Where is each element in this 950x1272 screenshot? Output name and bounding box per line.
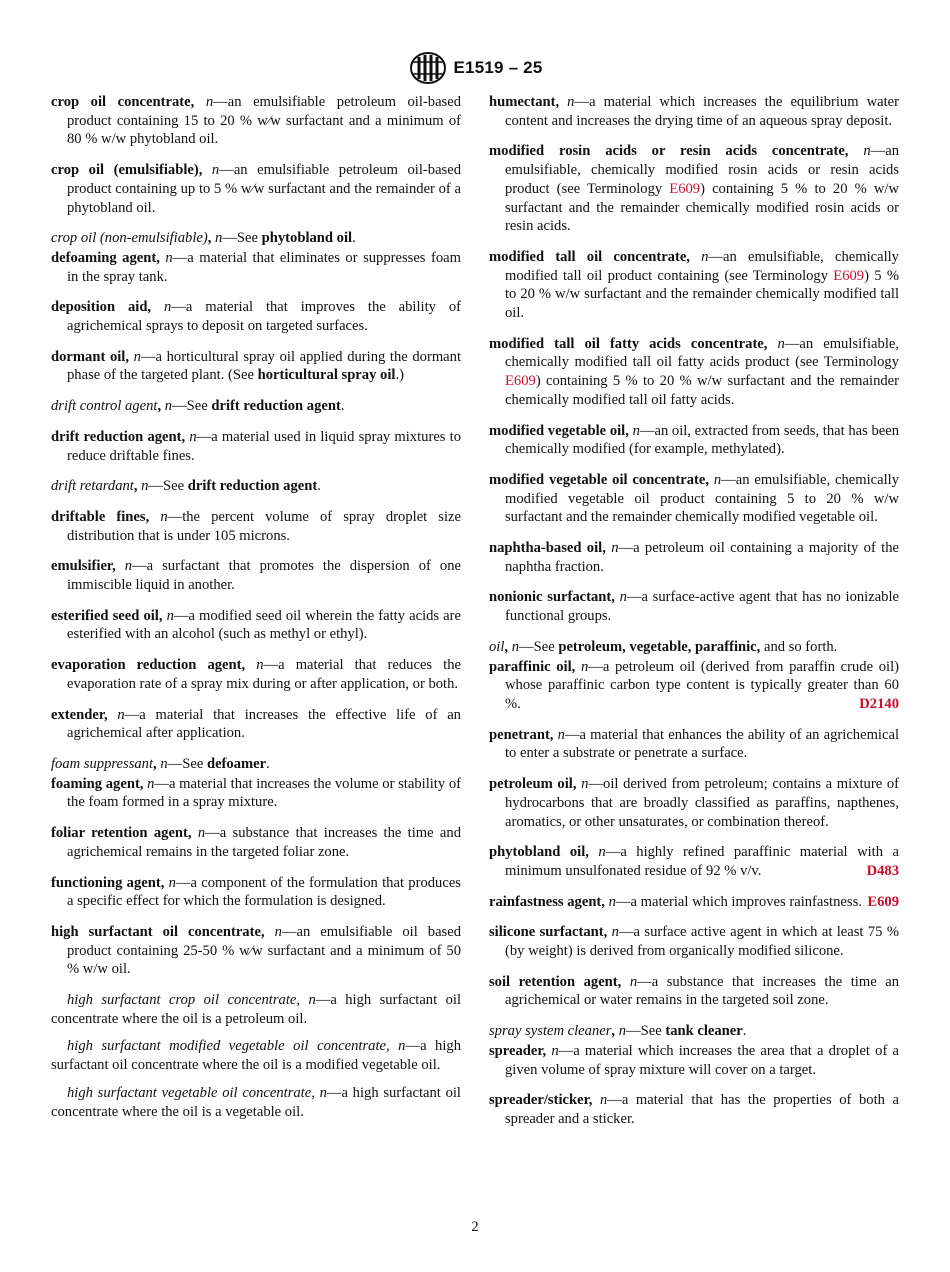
glossary-entry xyxy=(51,249,461,286)
standard-link[interactable]: E609 xyxy=(833,267,865,284)
glossary-entry xyxy=(51,298,461,335)
entry-pos: n xyxy=(567,94,575,110)
entry-definition: —a modified seed oil wherein the fatty acids are esterified with an alcohol (such as methyl or ethyl). xyxy=(67,607,461,643)
glossary-entry xyxy=(51,477,461,496)
entry-term: high surfactant crop oil concentrate, xyxy=(67,992,301,1009)
entry-period: . xyxy=(266,755,270,772)
entry-definition: —a surfactant that promotes the dispersion of one immiscible liquid in another. xyxy=(67,558,461,594)
standard-link[interactable]: E609 xyxy=(867,893,899,910)
entry-space xyxy=(390,1038,399,1054)
entry-period: . xyxy=(742,1023,747,1040)
entry-term: defoaming agent, xyxy=(51,249,160,266)
entry-pos: n xyxy=(599,1092,608,1109)
entry-see-ref: defoamer xyxy=(206,755,267,772)
glossary-entry xyxy=(51,991,461,1028)
entry-space xyxy=(116,558,125,574)
entry-pos: n xyxy=(611,924,619,941)
entry-definition: —a surface active agent in which at least 75 % (by weight) is derived from organically modified silicone. xyxy=(505,924,899,960)
glossary-entry xyxy=(489,775,899,831)
entry-definition: —a substance that increases the time and agrichemical remains in the targeted foliar zone. xyxy=(67,825,461,860)
entry-definition: —an emulsifiable, chemically modified rosin acids or resin acids product (see Terminology xyxy=(505,143,899,197)
entry-space xyxy=(265,924,275,940)
entry-pos: n xyxy=(274,923,282,940)
standard-link[interactable]: D483 xyxy=(866,862,899,879)
entry-comma: , xyxy=(611,1023,619,1040)
entry-space xyxy=(559,94,567,110)
entry-pos: n xyxy=(319,1084,327,1101)
entry-pos: n xyxy=(256,657,264,674)
glossary-entry xyxy=(51,874,461,911)
glossary-entry xyxy=(489,638,899,657)
entry-see-ref: phytobland oil xyxy=(261,230,353,247)
entry-comma: , xyxy=(157,398,165,415)
entry-space xyxy=(194,94,206,110)
entry-after: ) containing 5 % to 20 % w/w surfactant and the remainder chemically modified rosin acids or resin acids. xyxy=(505,180,899,235)
entry-pos: n xyxy=(619,589,627,606)
entry-definition: —a petroleum oil containing a majority of the naphtha fraction. xyxy=(505,540,899,575)
glossary-entry xyxy=(51,706,461,743)
glossary-entry xyxy=(51,923,461,979)
entry-definition: —oil derived from petroleum; contains a mixture of hydrocarbons that are broadly classified as paraffins, napthenes, aromatics, or other unsaturates, or combination thereof. xyxy=(505,776,899,830)
glossary-entry xyxy=(51,1084,461,1121)
entry-pos: n xyxy=(211,162,220,179)
entry-term: naphtha-based oil, xyxy=(489,540,606,557)
entry-pos: n xyxy=(164,398,173,415)
entry-definition: —a material that increases the effective life of an agrichemical after application. xyxy=(67,706,461,742)
entry-term: nonionic surfactant, xyxy=(489,589,615,606)
glossary-entry xyxy=(489,471,899,527)
page-number: 2 xyxy=(471,1219,479,1235)
entry-pos: n xyxy=(160,508,168,525)
entry-pos: n xyxy=(598,844,606,861)
entry-comma: , xyxy=(504,638,512,655)
entry-term: extender, xyxy=(51,706,108,723)
entry-term: modified vegetable oil concentrate, xyxy=(489,471,709,488)
glossary-entry xyxy=(489,588,899,625)
entry-space xyxy=(108,707,118,723)
entry-term: crop oil (non-emulsifiable) xyxy=(51,230,208,247)
entry-definition: —a material that eliminates or suppresses foam in the spray tank. xyxy=(67,249,461,285)
entry-definition: —a high surfactant oil concentrate where the oil is a vegetable oil. xyxy=(51,1084,461,1120)
entry-term: evaporation reduction agent, xyxy=(51,657,246,674)
entry-pos: n xyxy=(147,775,155,792)
glossary-entry xyxy=(489,93,899,130)
glossary-entry xyxy=(51,755,461,774)
entry-term: spray system cleaner xyxy=(489,1023,612,1040)
glossary-entry xyxy=(489,726,899,763)
glossary-entry xyxy=(51,93,461,149)
entry-period: . xyxy=(352,230,356,247)
entry-definition: —a highly refined paraffinic material with a minimum unsulfonated residue of 92 % v/v. xyxy=(505,844,899,879)
entry-definition: —an emulsifiable, chemically modified tall oil fatty acids product (see Terminology xyxy=(505,335,899,371)
entry-term: driftable fines, xyxy=(51,508,150,525)
entry-term: high surfactant oil concentrate, xyxy=(51,923,265,940)
right-column xyxy=(489,93,899,1141)
entry-definition: —an emulsifiable, chemically modified tall oil product containing (see Terminology xyxy=(505,248,899,284)
entry-space xyxy=(690,249,701,265)
entry-space xyxy=(245,657,256,673)
entry-pos: n xyxy=(618,1023,626,1040)
entry-pos: n xyxy=(141,478,149,495)
entry-space xyxy=(149,509,160,525)
entry-see-ref: petroleum, vegetable, paraffinic, xyxy=(558,638,761,655)
entry-space xyxy=(202,162,212,178)
entry-term: phytobland oil, xyxy=(489,844,589,861)
entry-pos: n xyxy=(629,973,638,990)
entry-pos: n xyxy=(701,248,709,265)
entry-pos: n xyxy=(166,607,174,624)
glossary-entry xyxy=(489,1091,899,1128)
entry-after: ) containing 5 % to 20 % w/w surfactant and the remainder chemically modified tall oil fatty acids. xyxy=(505,373,899,408)
entry-pos: n xyxy=(124,558,133,575)
entry-pos: n xyxy=(163,299,172,316)
entry-term: high surfactant vegetable oil concentrate, xyxy=(67,1084,315,1101)
entry-term: drift retardant xyxy=(51,478,134,495)
glossary-entry xyxy=(489,335,899,410)
entry-see-label: —See xyxy=(222,230,262,247)
entry-term: petroleum oil, xyxy=(489,776,577,793)
entry-term: esterified seed oil, xyxy=(51,607,163,624)
entry-space xyxy=(848,143,863,159)
entry-term: foliar retention agent, xyxy=(51,825,192,842)
entry-pos: n xyxy=(608,893,616,910)
glossary-entry xyxy=(489,1022,899,1041)
entry-term: crop oil concentrate, xyxy=(51,94,195,110)
entry-term: rainfastness agent, xyxy=(489,893,605,910)
entry-definition: —a material that reduces the evaporation rate of a spray mix during or after application, or both. xyxy=(67,657,462,692)
entry-see-label: —See xyxy=(172,398,212,415)
glossary-entry xyxy=(489,973,899,1010)
entry-comma: , xyxy=(133,478,142,495)
entry-pos: n xyxy=(215,230,223,247)
entry-definition: —a material that increases the volume or stability of the foam formed in a spray mixture. xyxy=(67,775,461,811)
entry-term: high surfactant modified vegetable oil concentrate, xyxy=(67,1038,390,1055)
entry-term: drift reduction agent, xyxy=(51,428,186,445)
glossary-entry xyxy=(489,422,899,459)
entry-definition: —a surface-active agent that has no ionizable functional groups. xyxy=(505,589,900,625)
entry-space xyxy=(592,1092,600,1108)
glossary-entry xyxy=(51,1037,461,1074)
entry-pos: n xyxy=(511,638,519,655)
entry-term: humectant, xyxy=(489,94,560,110)
glossary-entry xyxy=(51,656,461,693)
glossary-entry xyxy=(489,1042,899,1079)
entry-definition: —a material that has the properties of both a spreader and a sticker. xyxy=(505,1092,899,1127)
entry-cross-ref: horticultural spray oil xyxy=(257,367,396,384)
entry-pos: n xyxy=(632,422,640,439)
standard-link[interactable]: D2140 xyxy=(859,695,899,712)
entry-pos: n xyxy=(713,471,722,488)
left-column xyxy=(51,93,461,1130)
entry-after: ) 5 % to 20 % w/w surfactant and the remainder chemically modified tall oil. xyxy=(505,267,899,322)
entry-pos: n xyxy=(611,540,619,557)
glossary-entry xyxy=(51,775,461,812)
entry-term: foaming agent, xyxy=(51,775,144,792)
entry-term: deposition aid, xyxy=(51,299,152,316)
designation: E1519 – 25 xyxy=(453,58,543,77)
entry-pos: n xyxy=(398,1038,406,1055)
entry-see-label: —See xyxy=(148,478,188,495)
entry-see-ref: drift reduction agent xyxy=(211,398,341,415)
entry-see-ref: tank cleaner xyxy=(665,1023,743,1040)
glossary-entry xyxy=(51,607,461,644)
entry-period: . xyxy=(317,478,321,495)
entry-term: penetrant, xyxy=(489,726,554,743)
entry-definition: —a substance that increases the time an agrichemical or water remains in the targeted soil zone. xyxy=(505,973,899,1009)
entry-pos: n xyxy=(205,94,214,110)
entry-pos: n xyxy=(133,348,141,365)
entry-period: . xyxy=(340,398,345,415)
entry-definition: —a petroleum oil (derived from paraffin crude oil) whose paraffinic carbon type content is typically greater than 60 %. xyxy=(505,658,899,712)
glossary-entry xyxy=(51,508,461,545)
entry-definition: —a component of the formulation that produces a specific effect for which the formulation is designed. xyxy=(67,874,461,910)
standard-link[interactable]: E609 xyxy=(505,373,536,390)
glossary-entry xyxy=(489,539,899,576)
entry-definition: —an emulsifiable petroleum oil-based product containing up to 5 % w⁄w surfactant and the remainder of a phytobland oil. xyxy=(67,162,462,216)
entry-definition: —an emulsifiable oil based product containing 25-50 % w⁄w surfactant and a minimum of 50 % w/w oil. xyxy=(67,923,461,978)
entry-pos: n xyxy=(197,825,206,842)
entry-after: and so forth. xyxy=(760,638,838,655)
entry-comma: , xyxy=(207,230,216,247)
entry-pos: n xyxy=(863,143,871,160)
entry-definition: —an emulsifiable, chemically modified vegetable oil product containing 5 to 20 % w/w surfactant and the remainder chemically modified vegetable oil. xyxy=(505,471,899,526)
entry-definition: —a material that enhances the ability of an agrichemical to enter a substrate or penetrate a surface. xyxy=(505,726,899,762)
glossary-entry xyxy=(489,248,899,323)
entry-see-label: —See xyxy=(519,638,559,655)
glossary-entry xyxy=(51,348,461,385)
entry-term: spreader, xyxy=(489,1042,547,1059)
glossary-entry xyxy=(489,923,899,960)
glossary-entry xyxy=(51,428,461,465)
entry-term: modified tall oil fatty acids concentrate, xyxy=(489,335,768,352)
entry-term: oil xyxy=(489,638,505,655)
entry-after: .) xyxy=(395,367,404,384)
page-header xyxy=(0,50,950,86)
entry-definition: —the percent volume of spray droplet size distribution that is under 105 microns. xyxy=(67,508,461,544)
entry-term: spreader/sticker, xyxy=(489,1092,593,1109)
glossary-entry xyxy=(489,893,899,912)
entry-see-ref: drift reduction agent xyxy=(187,478,318,495)
glossary-entry xyxy=(51,161,461,217)
entry-comma: , xyxy=(153,755,161,772)
entry-see-label: —See xyxy=(167,755,207,772)
entry-term: foam suppressant xyxy=(51,755,154,772)
entry-definition: —an emulsifiable petroleum oil-based product containing 15 to 20 % w⁄w surfactant and a minimum of 80 % w/w phytobland oil. xyxy=(67,94,462,148)
entry-term: dormant oil, xyxy=(51,348,129,365)
entry-pos: n xyxy=(117,706,125,723)
glossary-entry xyxy=(489,843,899,880)
entry-pos: n xyxy=(308,992,316,1009)
entry-pos: n xyxy=(168,874,176,891)
entry-definition: —a material which improves rainfastness. xyxy=(615,893,862,910)
entry-pos: n xyxy=(165,249,173,266)
entry-term: paraffinic oil, xyxy=(489,658,576,675)
glossary-entry xyxy=(51,824,461,861)
entry-definition: —a material used in liquid spray mixtures to reduce driftable fines. xyxy=(67,428,462,464)
entry-pos: n xyxy=(189,428,197,445)
entry-pos: n xyxy=(580,658,589,675)
entry-pos: n xyxy=(551,1042,559,1059)
glossary-entry xyxy=(51,229,461,248)
entry-space xyxy=(589,844,598,860)
standard-link[interactable]: E609 xyxy=(669,180,701,197)
astm-logo-icon xyxy=(408,51,448,85)
entry-term: functioning agent, xyxy=(51,874,165,891)
entry-definition: —a material that improves the ability of agrichemical sprays to deposit on targeted surfaces. xyxy=(67,299,461,335)
entry-term: soil retention agent, xyxy=(489,973,622,990)
entry-term: crop oil (emulsifiable), xyxy=(51,162,203,179)
entry-see-label: —See xyxy=(626,1023,666,1040)
entry-term: modified tall oil concentrate, xyxy=(489,248,690,265)
entry-pos: n xyxy=(557,726,565,743)
entry-definition: —a high surfactant oil concentrate where the oil is a petroleum oil. xyxy=(51,992,461,1027)
glossary-entry xyxy=(489,658,899,714)
entry-space xyxy=(767,336,777,352)
entry-definition: —an oil, extracted from seeds, that has been chemically modified (for example, methylated). xyxy=(505,422,899,458)
entry-pos: n xyxy=(581,776,589,793)
entry-term: silicone surfactant, xyxy=(489,924,608,941)
glossary-entry xyxy=(489,142,899,236)
entry-pos: n xyxy=(160,755,168,772)
entry-pos: n xyxy=(777,335,785,352)
entry-definition: —a material which increases the equilibrium water content and increases the drying time of an aqueous spray deposit. xyxy=(505,94,899,129)
entry-term: modified rosin acids or resin acids concentrate, xyxy=(489,143,849,160)
glossary-entry xyxy=(51,557,461,594)
entry-space xyxy=(621,974,630,990)
entry-term: emulsifier, xyxy=(51,558,116,575)
entry-definition: —a horticultural spray oil applied during the dormant phase of the targeted plant. (See xyxy=(67,348,461,384)
entry-definition: —a material which increases the area that a droplet of a given volume of spray mixture will cover on a target. xyxy=(505,1042,899,1078)
entry-definition: —a high surfactant oil concentrate where the oil is a modified vegetable oil. xyxy=(51,1038,462,1074)
entry-term: modified vegetable oil, xyxy=(489,422,629,439)
entry-term: drift control agent xyxy=(51,398,158,415)
entry-space xyxy=(151,299,164,315)
glossary-entry xyxy=(51,397,461,416)
